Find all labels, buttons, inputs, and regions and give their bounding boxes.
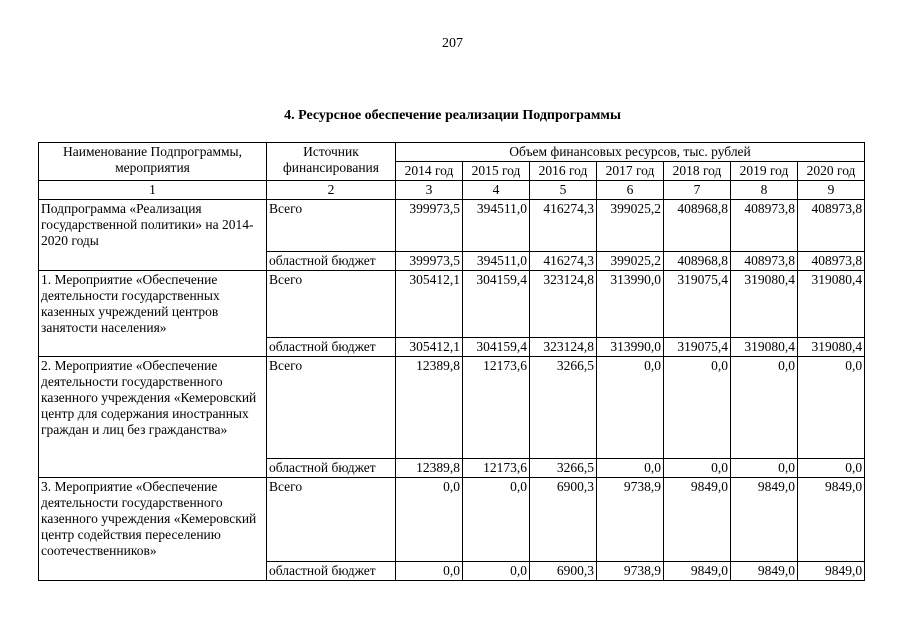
- activity-name: 2. Мероприятие «Обеспечение деятельности государственного казенного учреждения «Кемеровский центр для содержания иностранных граждан и лиц без гражданства»: [39, 357, 267, 478]
- column-number: 5: [530, 181, 597, 200]
- header-year: 2015 год: [463, 162, 530, 181]
- column-number: 6: [597, 181, 664, 200]
- value-cell: 319080,4: [731, 338, 798, 357]
- funding-source: Всего: [267, 200, 396, 252]
- value-cell: 6900,3: [530, 478, 597, 562]
- funding-source: областной бюджет: [267, 562, 396, 581]
- value-cell: 9849,0: [798, 478, 865, 562]
- value-cell: 416274,3: [530, 252, 597, 271]
- value-cell: 319075,4: [664, 271, 731, 338]
- funding-source: областной бюджет: [267, 252, 396, 271]
- value-cell: 0,0: [597, 459, 664, 478]
- header-year: 2020 год: [798, 162, 865, 181]
- value-cell: 0,0: [463, 478, 530, 562]
- value-cell: 323124,8: [530, 338, 597, 357]
- activity-name: 1. Мероприятие «Обеспечение деятельности государственных казенных учреждений центров занятости населения»: [39, 271, 267, 357]
- value-cell: 9849,0: [731, 562, 798, 581]
- value-cell: 394511,0: [463, 252, 530, 271]
- value-cell: 399973,5: [396, 252, 463, 271]
- column-number: 2: [267, 181, 396, 200]
- value-cell: 9738,9: [597, 562, 664, 581]
- header-volume: Объем финансовых ресурсов, тыс. рублей: [396, 143, 865, 162]
- value-cell: 399973,5: [396, 200, 463, 252]
- value-cell: 408968,8: [664, 200, 731, 252]
- value-cell: 0,0: [664, 459, 731, 478]
- header-row-top: [39, 143, 865, 162]
- value-cell: 319080,4: [731, 271, 798, 338]
- value-cell: 313990,0: [597, 271, 664, 338]
- value-cell: 305412,1: [396, 338, 463, 357]
- value-cell: 12389,8: [396, 357, 463, 459]
- value-cell: 9738,9: [597, 478, 664, 562]
- value-cell: 12173,6: [463, 459, 530, 478]
- header-year: 2014 год: [396, 162, 463, 181]
- column-number: 9: [798, 181, 865, 200]
- value-cell: 0,0: [731, 357, 798, 459]
- header-source: Источник финансирования: [267, 143, 396, 181]
- header-year: 2019 год: [731, 162, 798, 181]
- value-cell: 3266,5: [530, 459, 597, 478]
- value-cell: 416274,3: [530, 200, 597, 252]
- value-cell: 408973,8: [731, 200, 798, 252]
- value-cell: 323124,8: [530, 271, 597, 338]
- header-year: 2017 год: [597, 162, 664, 181]
- column-number: 1: [39, 181, 267, 200]
- value-cell: 408973,8: [731, 252, 798, 271]
- value-cell: 305412,1: [396, 271, 463, 338]
- value-cell: 0,0: [664, 357, 731, 459]
- column-number: 4: [463, 181, 530, 200]
- funding-source: Всего: [267, 478, 396, 562]
- funding-source: областной бюджет: [267, 459, 396, 478]
- value-cell: 3266,5: [530, 357, 597, 459]
- value-cell: 0,0: [798, 357, 865, 459]
- value-cell: 319075,4: [664, 338, 731, 357]
- table-row: [39, 478, 865, 562]
- value-cell: 12173,6: [463, 357, 530, 459]
- page-number: 207: [442, 36, 463, 51]
- header-year: 2016 год: [530, 162, 597, 181]
- table-row: [39, 357, 865, 459]
- value-cell: 6900,3: [530, 562, 597, 581]
- value-cell: 0,0: [597, 357, 664, 459]
- column-number: 8: [731, 181, 798, 200]
- resource-table: [38, 142, 865, 581]
- value-cell: 9849,0: [798, 562, 865, 581]
- value-cell: 0,0: [396, 478, 463, 562]
- column-number: 3: [396, 181, 463, 200]
- funding-source: Всего: [267, 271, 396, 338]
- value-cell: 9849,0: [664, 562, 731, 581]
- value-cell: 408973,8: [798, 200, 865, 252]
- value-cell: 399025,2: [597, 200, 664, 252]
- column-number: 7: [664, 181, 731, 200]
- value-cell: 408968,8: [664, 252, 731, 271]
- value-cell: 12389,8: [396, 459, 463, 478]
- value-cell: 0,0: [396, 562, 463, 581]
- activity-name: 3. Мероприятие «Обеспечение деятельности государственного казенного учреждения «Кемеровский центр содействия переселению соотечественников»: [39, 478, 267, 581]
- value-cell: 319080,4: [798, 338, 865, 357]
- value-cell: 9849,0: [664, 478, 731, 562]
- value-cell: 304159,4: [463, 338, 530, 357]
- section-title: 4. Ресурсное обеспечение реализации Подпрограммы: [284, 108, 621, 123]
- funding-source: Всего: [267, 357, 396, 459]
- value-cell: 394511,0: [463, 200, 530, 252]
- value-cell: 408973,8: [798, 252, 865, 271]
- value-cell: 313990,0: [597, 338, 664, 357]
- value-cell: 0,0: [463, 562, 530, 581]
- header-name: Наименование Подпрограммы, мероприятия: [39, 143, 267, 181]
- value-cell: 304159,4: [463, 271, 530, 338]
- funding-source: областной бюджет: [267, 338, 396, 357]
- table-row: [39, 271, 865, 338]
- value-cell: 319080,4: [798, 271, 865, 338]
- header-year: 2018 год: [664, 162, 731, 181]
- column-number-row: [39, 181, 865, 200]
- table-row: [39, 200, 865, 252]
- value-cell: 9849,0: [731, 478, 798, 562]
- program-name: Подпрограмма «Реализация государственной политики» на 2014-2020 годы: [39, 200, 267, 271]
- value-cell: 399025,2: [597, 252, 664, 271]
- value-cell: 0,0: [798, 459, 865, 478]
- value-cell: 0,0: [731, 459, 798, 478]
